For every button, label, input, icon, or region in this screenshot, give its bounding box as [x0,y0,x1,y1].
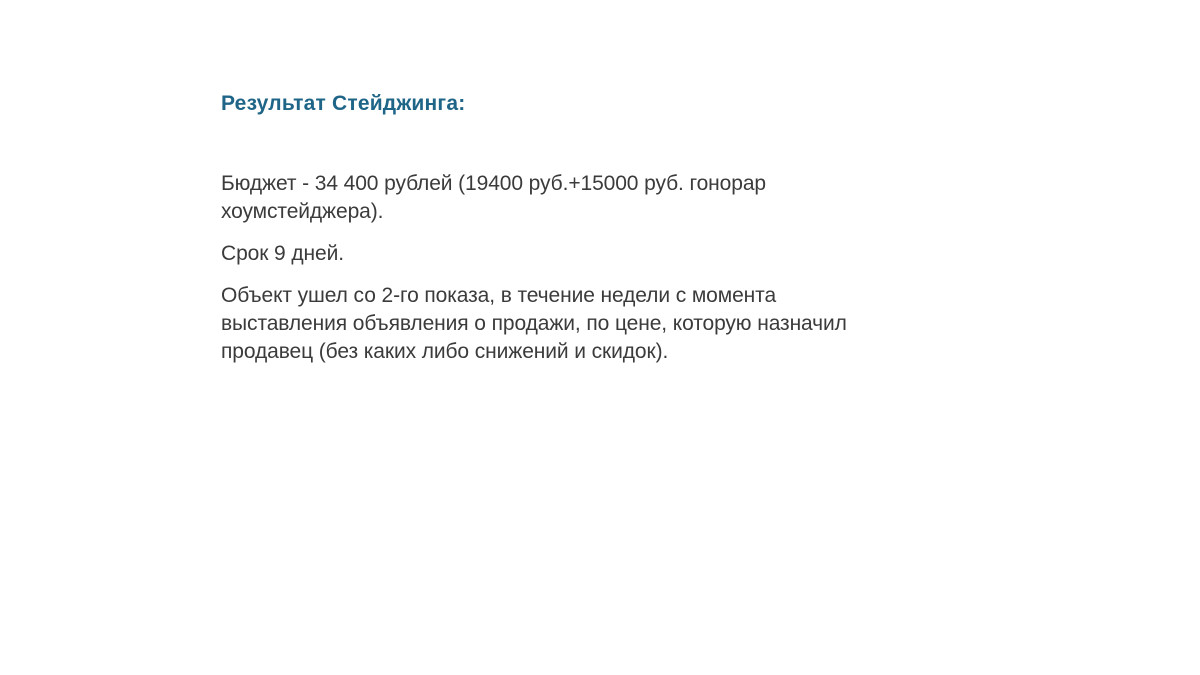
slide-text-block [221,90,951,380]
paragraph-budget-line-2: хоумстейджера). [221,200,384,223]
paragraph-result-line-2: выставления объявления о продажи, по цене, которую назначил [221,312,847,335]
paragraph-term [221,240,951,268]
paragraph-result [221,282,951,366]
slide-heading: Результат Стейджинга: [221,92,466,115]
paragraph-budget-line-1: Бюджет - 34 400 рублей (19400 руб.+15000 руб. гонорар [221,172,766,195]
paragraph-result-line-1: Объект ушел со 2-го показа, в течение недели с момента [221,284,777,307]
paragraph-budget [221,170,951,226]
paragraph-term-line-1: Срок 9 дней. [221,242,344,265]
paragraph-result-line-3: продавец (без каких либо снижений и скидок). [221,340,669,363]
